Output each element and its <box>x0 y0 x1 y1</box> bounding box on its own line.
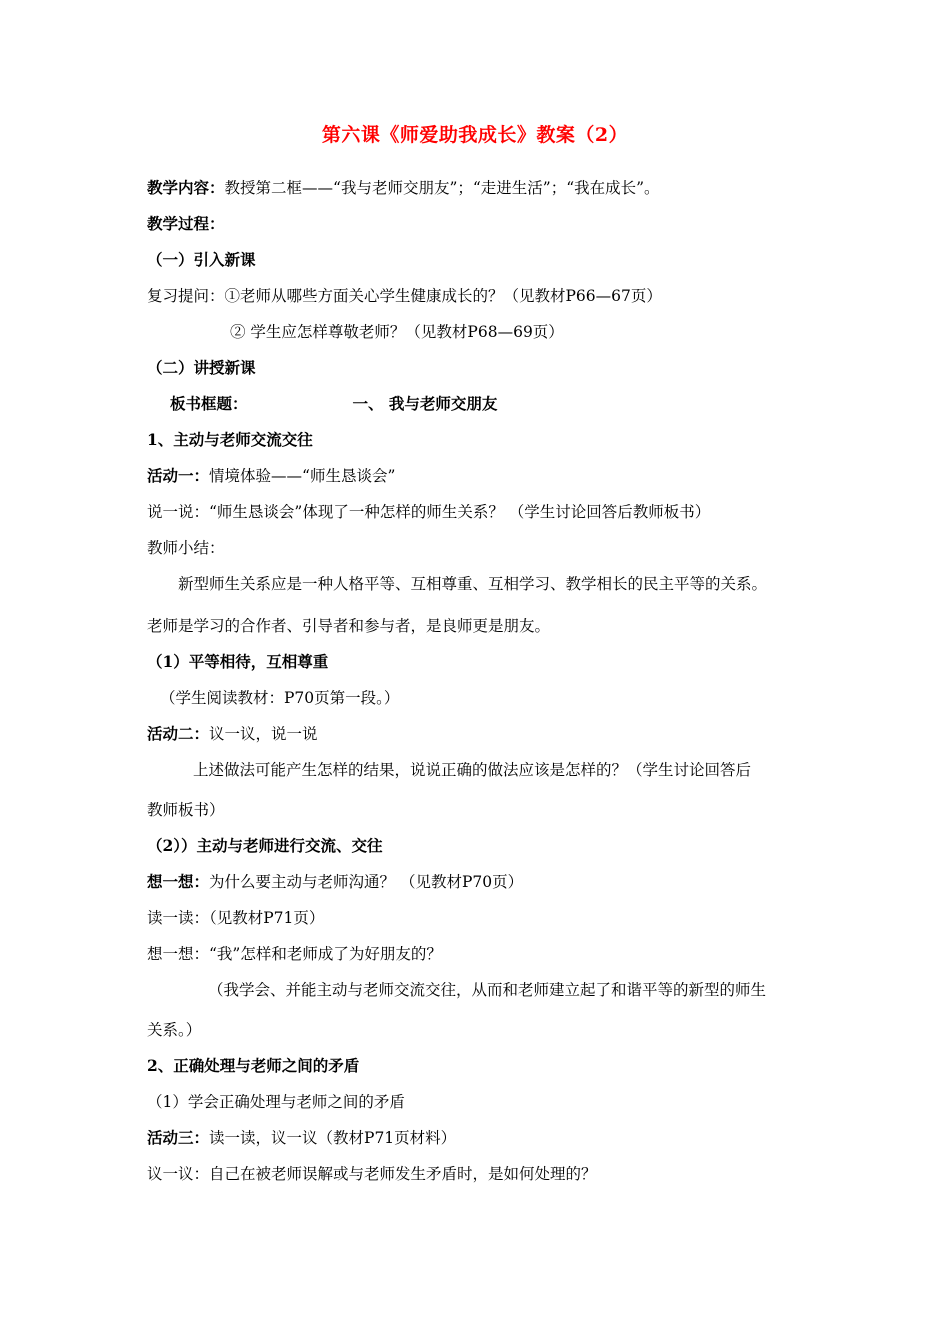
review-question-1: 复习提问：①老师从哪些方面关心学生健康成长的？（见教材P66—67页） <box>147 287 662 305</box>
teaching-content-text: 教授第二框——“我与老师交朋友”；“走进生活”；“我在成长”。 <box>224 179 660 197</box>
reading-note-1: （学生阅读教材：P70页第一段。） <box>160 689 400 707</box>
answer-line-1: （我学会、并能主动与老师交流交往，从而和老师建立起了和谐平等的新型的师生 <box>208 981 767 999</box>
activity-3-text: 读一读，议一议（教材P71页材料） <box>209 1129 457 1147</box>
activity-2 <box>147 724 318 744</box>
teaching-process-label: 教学过程： <box>147 214 225 233</box>
activity-3-label: 活动三： <box>147 1128 210 1147</box>
sub-heading-2: （2））主动与老师进行交流、交往 <box>147 836 383 855</box>
board-title: 一、 我与老师交朋友 <box>352 394 498 413</box>
activity-1-label: 活动一： <box>147 466 210 485</box>
say-1: 说一说：“师生恳谈会”体现了一种怎样的师生关系？ （学生讨论回答后教师板书） <box>147 503 711 521</box>
think-1 <box>147 872 523 892</box>
discussion-line-2: 教师板书） <box>147 801 225 819</box>
sub-heading-3: （1）学会正确处理与老师之间的矛盾 <box>147 1093 405 1111</box>
teacher-summary-label: 教师小结： <box>147 539 225 557</box>
activity-3 <box>147 1128 456 1148</box>
board-label: 板书框题： <box>170 394 248 413</box>
teaching-content <box>147 178 660 198</box>
activity-2-label: 活动二： <box>147 724 210 743</box>
think-1-text: 为什么要主动与老师沟通？ （见教材P70页） <box>209 873 524 891</box>
activity-2-text: 议一议，说一说 <box>209 725 318 743</box>
answer-line-2: 关系。） <box>147 1021 202 1039</box>
section-heading-new-lesson: （二）讲授新课 <box>147 358 256 377</box>
point-1-heading: 1、主动与老师交流交往 <box>147 430 313 449</box>
board-heading <box>170 394 497 414</box>
read-2: 读一读：（见教材P71页） <box>147 909 325 927</box>
activity-1 <box>147 466 395 486</box>
summary-line-1: 新型师生关系应是一种人格平等、互相尊重、互相学习、教学相长的民主平等的关系。 <box>178 575 768 593</box>
document-title: 第六课《师爱助我成长》教案（2） <box>321 124 629 146</box>
think-2: 想一想：“我”怎样和老师成了为好朋友的？ <box>147 945 442 963</box>
review-question-2: ② 学生应怎样尊敬老师？（见教材P68—69页） <box>230 323 564 341</box>
discussion-line-1: 上述做法可能产生怎样的结果，说说正确的做法应该是怎样的？（学生讨论回答后 <box>193 761 752 779</box>
teaching-content-label: 教学内容： <box>147 178 225 197</box>
point-2-heading: 2、正确处理与老师之间的矛盾 <box>147 1056 360 1075</box>
think-1-label: 想一想： <box>147 872 210 891</box>
activity-1-text: 情境体验——“师生恳谈会” <box>209 467 396 485</box>
sub-heading-1: （1）平等相待，互相尊重 <box>147 652 329 671</box>
discussion-3: 议一议：自己在被老师误解或与老师发生矛盾时，是如何处理的？ <box>147 1165 597 1183</box>
summary-line-2: 老师是学习的合作者、引导者和参与者，是良师更是朋友。 <box>147 617 551 635</box>
section-heading-intro: （一）引入新课 <box>147 250 256 269</box>
